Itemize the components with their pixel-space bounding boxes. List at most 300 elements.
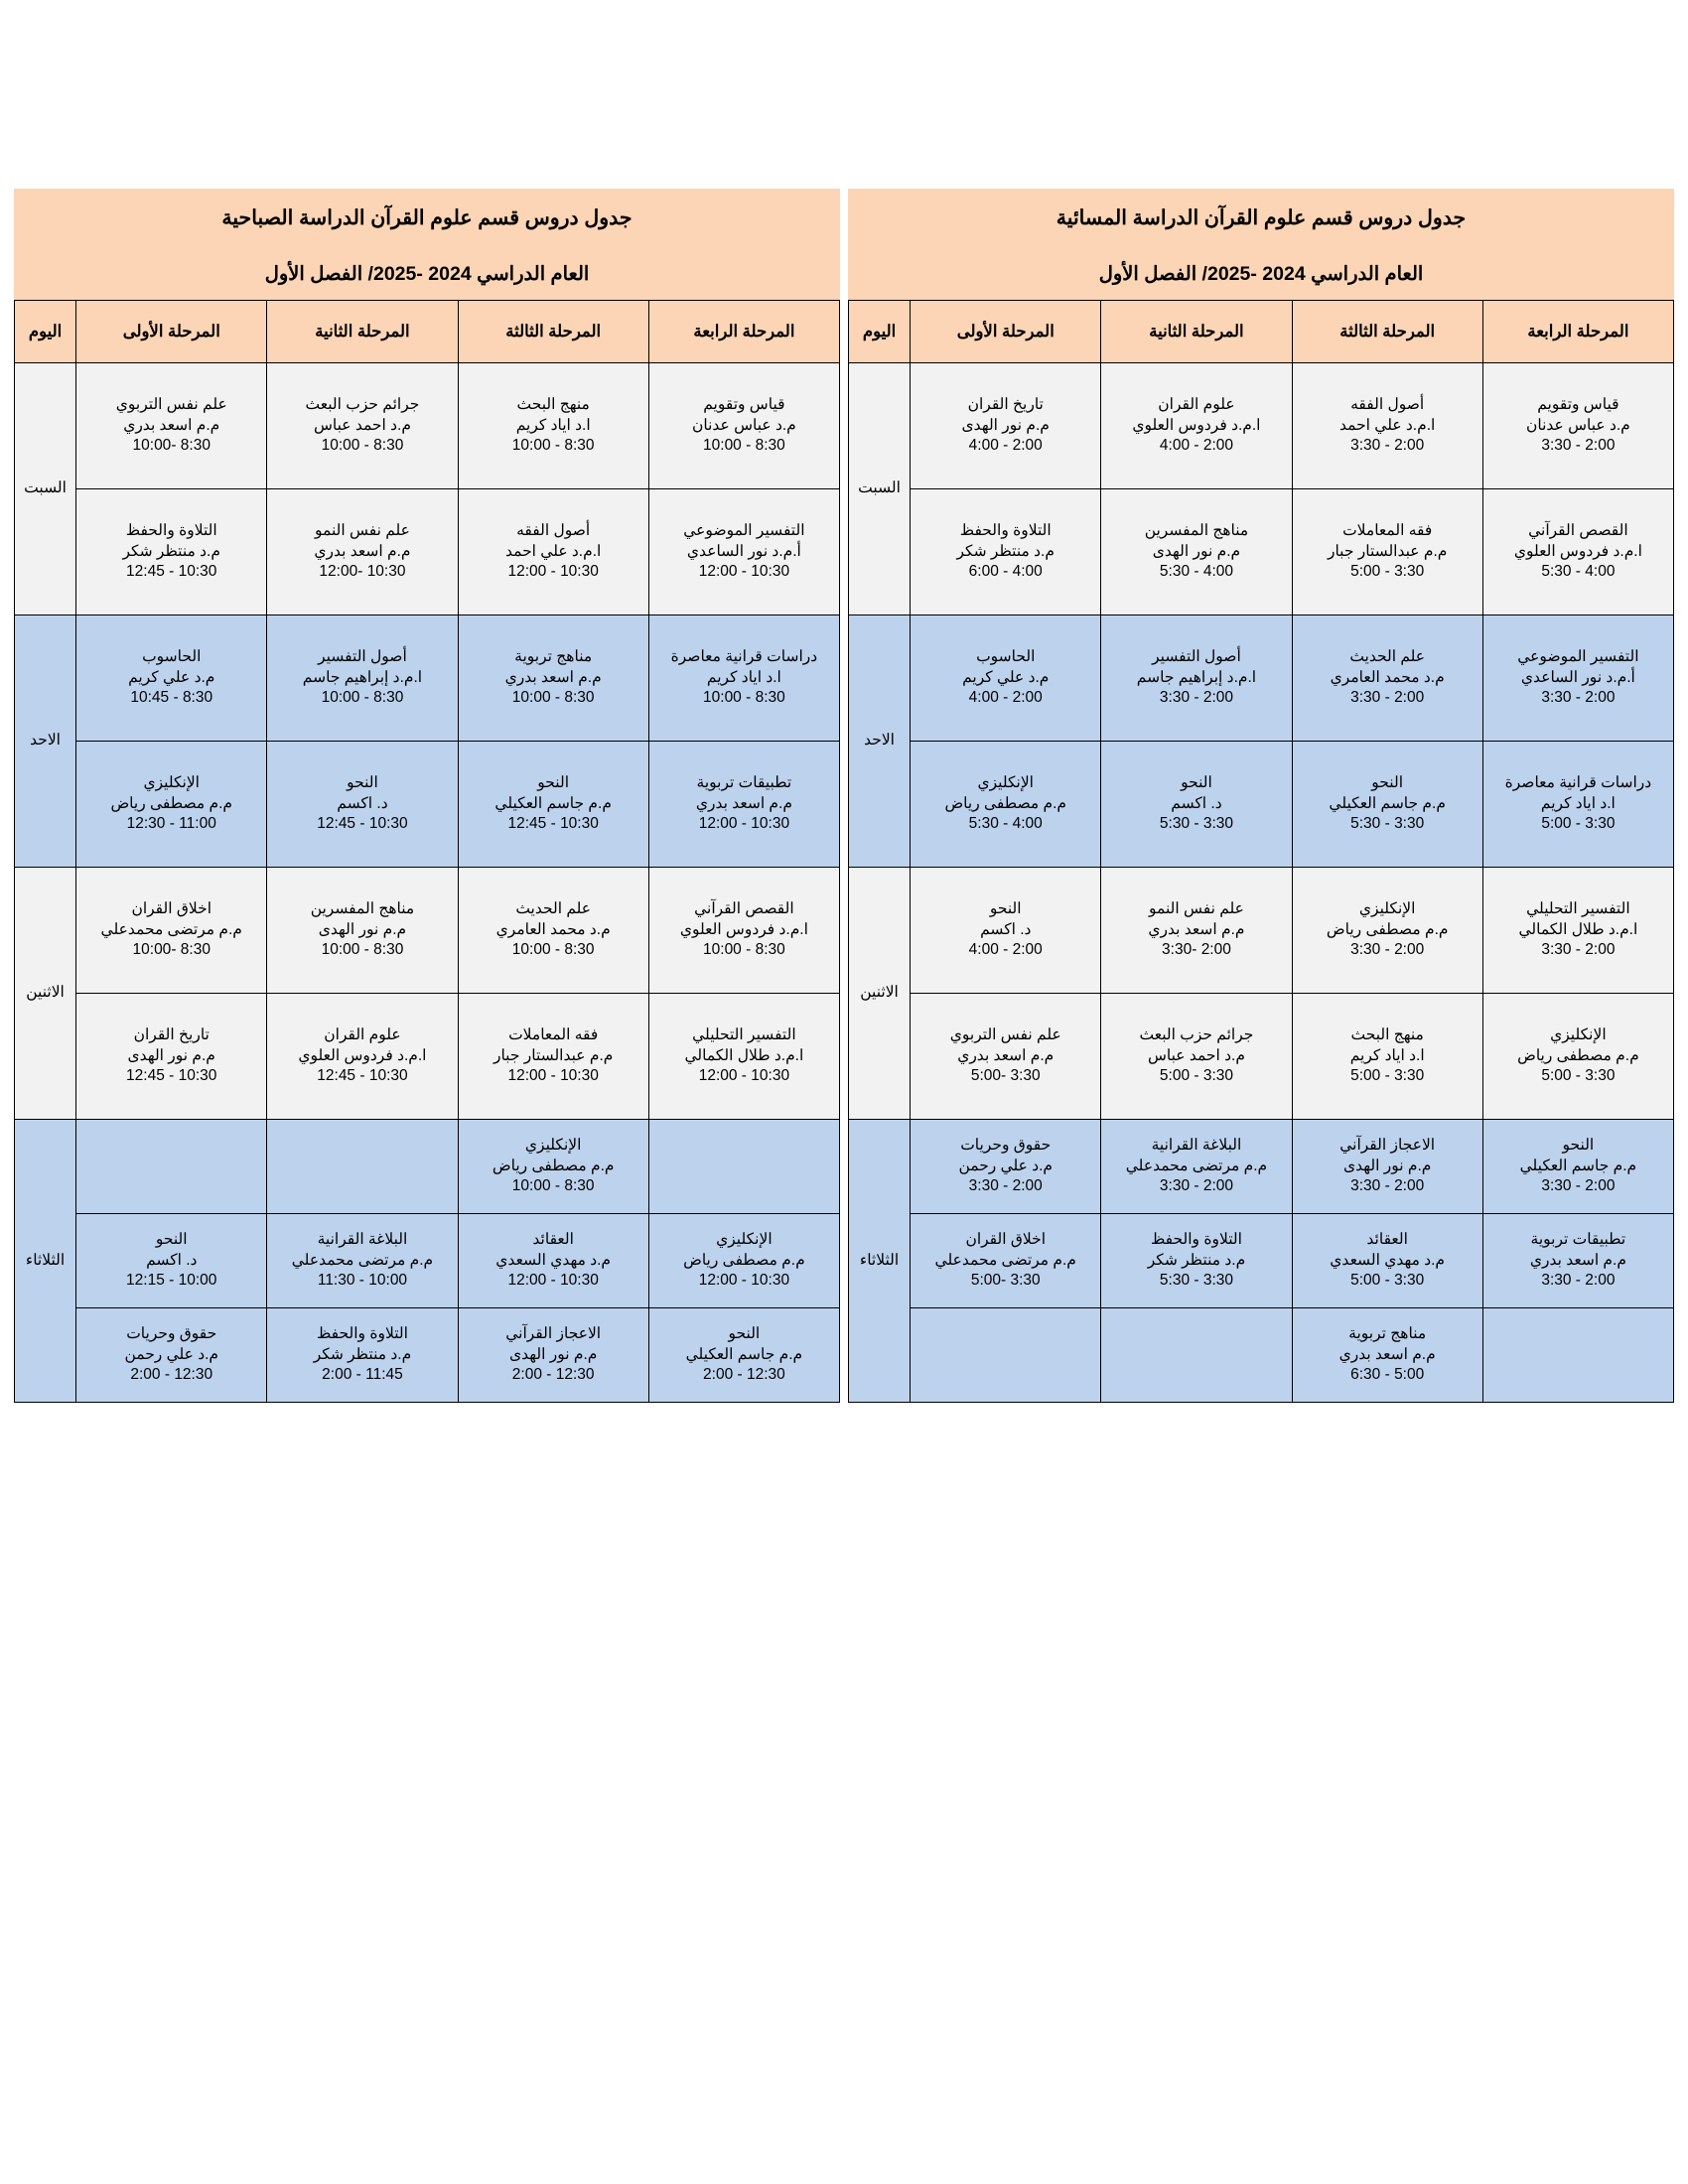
class-teacher: د. اكسم xyxy=(146,1251,198,1269)
morning-class-cell xyxy=(458,1307,648,1402)
class-teacher: م.م اسعد بدري xyxy=(314,542,411,560)
evening-row xyxy=(849,1119,1674,1213)
class-subject: دراسات قرانية معاصرة xyxy=(670,647,818,665)
class-subject: التلاوة والحفظ xyxy=(1150,1230,1242,1248)
class-time: 2:00 - 3:30 xyxy=(1541,1272,1616,1290)
evening-class-cell xyxy=(1101,488,1292,614)
class-teacher: م.م نور الهدى xyxy=(1342,1157,1432,1174)
class-time: 8:30 -10:00 xyxy=(132,437,211,455)
evening-table-body xyxy=(849,362,1674,1402)
class-time: 5:00 - 6:30 xyxy=(1350,1366,1425,1384)
class-time: 2:00 - 4:00 xyxy=(968,437,1043,455)
class-subject: علم نفس النمو xyxy=(1149,899,1244,917)
class-subject: النحو xyxy=(989,899,1022,917)
morning-row xyxy=(15,1307,840,1402)
evening-row xyxy=(849,1213,1674,1307)
class-time: 10:30 - 12:45 xyxy=(507,815,599,833)
class-time: 11:45 - 2:00 xyxy=(322,1366,403,1384)
evening-class-cell xyxy=(1101,362,1292,488)
class-subject: جرائم حزب البعث xyxy=(305,395,420,413)
evening-class-cell xyxy=(1482,488,1673,614)
class-time: 12:30 - 2:00 xyxy=(511,1366,595,1384)
evening-class-cell xyxy=(911,1119,1101,1213)
class-teacher: م.م مصطفى رياض xyxy=(110,794,233,812)
class-subject: تطبيقات تربوية xyxy=(1530,1230,1626,1248)
class-subject: علم نفس التربوي xyxy=(949,1025,1061,1043)
class-teacher: م.م اسعد بدري xyxy=(695,794,792,812)
evening-day-label: الاحد xyxy=(849,614,911,867)
class-teacher: م.د منتظر شكر xyxy=(313,1345,412,1363)
class-subject: منهج البحث xyxy=(516,395,590,413)
class-subject: التفسير التحليلي xyxy=(692,1025,796,1043)
class-time: 8:30 - 10:00 xyxy=(511,941,595,959)
class-time: 2:00 - 3:30 xyxy=(1350,1177,1425,1195)
evening-header-stage-3: المرحلة الثالثة xyxy=(1292,300,1482,362)
class-time: 2:00 - 3:30 xyxy=(1350,437,1425,455)
morning-class-cell xyxy=(267,1213,458,1307)
class-time: 2:00 - 3:30 xyxy=(1541,941,1616,959)
class-time: 8:30 - 10:00 xyxy=(703,689,785,707)
class-subject: الاعجاز القرآني xyxy=(505,1324,602,1342)
class-subject: علم الحديث xyxy=(515,899,592,917)
evening-class-cell xyxy=(1292,1213,1482,1307)
class-subject: الإنكليزي xyxy=(524,1136,582,1154)
class-time: 10:30 - 12:00 xyxy=(698,1067,790,1085)
class-subject: دراسات قرانية معاصرة xyxy=(1504,773,1652,791)
class-teacher: ا.م.د فردوس العلوي xyxy=(298,1046,427,1064)
class-teacher: ا.د اياد كريم xyxy=(706,668,781,686)
class-teacher: م.د احمد عباس xyxy=(313,416,411,434)
evening-cell-empty xyxy=(911,1307,1101,1402)
class-time: 8:30 - 10:00 xyxy=(321,437,404,455)
morning-row xyxy=(15,614,840,741)
class-time: 2:00 - 4:00 xyxy=(1159,437,1234,455)
class-time: 2:00 - 3:30 xyxy=(1541,689,1616,707)
morning-class-cell xyxy=(76,362,267,488)
evening-class-cell xyxy=(1292,1119,1482,1213)
class-teacher: م.م نور الهدى xyxy=(318,920,407,938)
evening-header-day: اليوم xyxy=(849,300,911,362)
class-time: 10:30 - 12:00 xyxy=(507,563,599,581)
class-teacher: م.م اسعد بدري xyxy=(1148,920,1245,938)
morning-class-cell xyxy=(76,1213,267,1307)
class-teacher: م.م مرتضى محمدعلي xyxy=(934,1251,1076,1269)
class-time: 3:30 - 5:30 xyxy=(1350,815,1425,833)
morning-day-label: الثلاثاء xyxy=(15,1119,76,1402)
class-subject: علم نفس التربوي xyxy=(115,395,227,413)
morning-class-cell xyxy=(76,488,267,614)
class-time: 3:30 - 5:00 xyxy=(1541,815,1616,833)
class-subject: اخلاق القران xyxy=(965,1230,1047,1248)
morning-class-cell xyxy=(458,1213,648,1307)
class-subject: مناهج تربوية xyxy=(1348,1324,1427,1342)
class-subject: أصول الفقه xyxy=(516,521,591,539)
class-time: 8:30 - 10:45 xyxy=(130,689,213,707)
class-time: 10:30 - 12:00 xyxy=(698,815,790,833)
class-time: 10:30 - 12:45 xyxy=(126,563,217,581)
class-time: 2:00 - 3:30 xyxy=(1159,689,1234,707)
class-teacher: م.م مرتضى محمدعلي xyxy=(100,920,242,938)
morning-class-cell xyxy=(458,362,648,488)
evening-schedule xyxy=(848,189,1674,1403)
evening-day-label: السبت xyxy=(849,362,911,614)
class-teacher: م.د علي رحمن xyxy=(958,1157,1053,1174)
class-teacher: م.د احمد عباس xyxy=(1147,1046,1245,1064)
class-time: 10:30 - 12:00 xyxy=(507,1067,599,1085)
class-subject: تاريخ القران xyxy=(133,1025,210,1043)
class-subject: مناهج المفسرين xyxy=(310,899,415,917)
class-teacher: د. اكسم xyxy=(1171,794,1222,812)
class-teacher: م.م نور الهدى xyxy=(961,416,1050,434)
class-subject: أصول التفسير xyxy=(1152,647,1241,665)
class-time: 8:30 - 10:00 xyxy=(511,437,595,455)
evening-class-cell xyxy=(1482,993,1673,1119)
evening-class-cell xyxy=(1292,1307,1482,1402)
class-time: 3:30 - 5:00 xyxy=(1350,1067,1425,1085)
class-time: 8:30 - 10:00 xyxy=(511,689,595,707)
morning-cell-empty xyxy=(267,1119,458,1213)
morning-schedule xyxy=(14,189,840,1403)
class-teacher: د. اكسم xyxy=(337,794,388,812)
class-time: 8:30 - 10:00 xyxy=(703,437,785,455)
class-teacher: م.م جاسم العكيلي xyxy=(1519,1157,1637,1174)
morning-class-cell xyxy=(267,867,458,993)
evening-row xyxy=(849,1307,1674,1402)
class-time: 10:00 - 12:15 xyxy=(126,1272,217,1290)
evening-class-cell xyxy=(1292,741,1482,867)
evening-class-cell xyxy=(1292,362,1482,488)
class-subject: التلاوة والحفظ xyxy=(316,1324,408,1342)
class-time: 2:00 - 4:00 xyxy=(968,941,1043,959)
class-subject: الإنكليزي xyxy=(716,1230,773,1248)
morning-class-cell xyxy=(458,488,648,614)
evening-class-cell xyxy=(1292,867,1482,993)
class-subject: تاريخ القران xyxy=(967,395,1044,413)
class-time: 8:30 - 10:00 xyxy=(321,941,404,959)
class-time: 10:30 - 12:45 xyxy=(126,1067,217,1085)
class-time: 3:30 - 5:00 xyxy=(1541,1067,1616,1085)
class-teacher: م.م نور الهدى xyxy=(508,1345,598,1363)
morning-title: جدول دروس قسم علوم القرآن الدراسة الصباحية xyxy=(221,206,633,229)
class-teacher: م.د مهدي السعدي xyxy=(1330,1251,1446,1269)
class-teacher: م.م مرتضى محمدعلي xyxy=(1125,1157,1268,1174)
morning-subtitle: العام الدراسي 2024 -2025/ الفصل الأول xyxy=(264,262,590,285)
class-teacher: م.د عباس عدنان xyxy=(1525,416,1630,434)
class-time: 2:00 -3:30 xyxy=(1162,941,1231,959)
morning-header-row xyxy=(15,300,840,362)
class-time: 8:30 - 10:00 xyxy=(703,941,785,959)
class-teacher: م.د محمد العامري xyxy=(1330,668,1445,686)
class-teacher: م.م اسعد بدري xyxy=(504,668,602,686)
evening-row xyxy=(849,488,1674,614)
class-subject: علم الحديث xyxy=(1349,647,1426,665)
morning-day-label: السبت xyxy=(15,362,76,614)
class-subject: النحو xyxy=(347,773,378,791)
class-subject: النحو xyxy=(1181,773,1212,791)
class-teacher: م.د منتظر شكر xyxy=(122,542,220,560)
class-subject: النحو xyxy=(1371,773,1404,791)
class-subject: تطبيقات تربوية xyxy=(696,773,792,791)
class-time: 2:00 - 3:30 xyxy=(1159,1177,1234,1195)
class-time: 2:00 - 3:30 xyxy=(1541,1177,1616,1195)
class-subject: الإنكليزي xyxy=(977,773,1034,791)
evening-class-cell xyxy=(1101,867,1292,993)
class-time: 3:30 -5:00 xyxy=(970,1272,1041,1290)
class-subject: قياس وتقويم xyxy=(1537,395,1619,413)
morning-class-cell xyxy=(267,362,458,488)
class-teacher: م.د منتظر شكر xyxy=(956,542,1055,560)
evening-class-cell xyxy=(1482,362,1673,488)
evening-class-cell xyxy=(1292,993,1482,1119)
class-teacher: ا.م.د فردوس العلوي xyxy=(1132,416,1261,434)
class-subject: التفسير التحليلي xyxy=(1526,899,1630,917)
morning-class-cell xyxy=(648,993,839,1119)
morning-row xyxy=(15,362,840,488)
class-subject: العقائد xyxy=(1366,1230,1408,1248)
class-teacher: م.م نور الهدى xyxy=(1152,542,1241,560)
class-subject: اخلاق القران xyxy=(131,899,212,917)
morning-header-stage-4: المرحلة الرابعة xyxy=(648,300,839,362)
class-teacher: م.م اسعد بدري xyxy=(123,416,220,434)
evening-day-label: الثلاثاء xyxy=(849,1119,911,1402)
morning-day-label: الاثنين xyxy=(15,867,76,1119)
class-time: 2:00 - 3:30 xyxy=(968,1177,1043,1195)
class-teacher: ا.م.د طلال الكمالي xyxy=(684,1046,804,1064)
morning-class-cell xyxy=(76,993,267,1119)
morning-row xyxy=(15,993,840,1119)
class-time: 2:00 - 4:00 xyxy=(968,689,1043,707)
class-time: 3:30 - 5:00 xyxy=(1350,563,1425,581)
class-subject: فقه المعاملات xyxy=(508,1025,599,1043)
morning-class-cell xyxy=(76,614,267,741)
class-subject: التلاوة والحفظ xyxy=(959,521,1052,539)
evening-class-cell xyxy=(1482,867,1673,993)
class-time: 8:30 -10:00 xyxy=(132,941,211,959)
class-time: 3:30 - 5:30 xyxy=(1159,815,1234,833)
morning-day-label: الاحد xyxy=(15,614,76,867)
class-subject: الإنكليزي xyxy=(1550,1025,1607,1043)
class-time: 10:00 - 11:30 xyxy=(317,1272,408,1290)
morning-header-stage-1: المرحلة الأولى xyxy=(76,300,267,362)
morning-class-cell xyxy=(267,741,458,867)
class-teacher: م.م نور الهدى xyxy=(127,1046,215,1064)
evening-class-cell xyxy=(911,362,1101,488)
evening-class-cell xyxy=(1101,741,1292,867)
evening-class-cell xyxy=(1101,1119,1292,1213)
class-time: 2:00 - 3:30 xyxy=(1350,941,1425,959)
evening-class-cell xyxy=(911,488,1101,614)
class-teacher: م.د محمد العامري xyxy=(495,920,611,938)
class-teacher: م.د علي رحمن xyxy=(124,1345,218,1363)
class-teacher: م.م مصطفى رياض xyxy=(683,1251,805,1269)
morning-table-body xyxy=(15,362,840,1402)
class-teacher: م.د علي كريم xyxy=(962,668,1050,686)
evening-header-stage-2: المرحلة الثانية xyxy=(1101,300,1292,362)
class-teacher: د. اكسم xyxy=(980,920,1032,938)
class-subject: العقائد xyxy=(532,1230,574,1248)
class-time: 10:30 - 12:00 xyxy=(698,563,790,581)
class-teacher: ا.د اياد كريم xyxy=(1540,794,1616,812)
morning-class-cell xyxy=(76,741,267,867)
class-teacher: م.م عبدالستار جبار xyxy=(492,1046,614,1064)
class-time: 10:30 - 12:45 xyxy=(317,815,408,833)
evening-header-row xyxy=(849,300,1674,362)
morning-class-cell xyxy=(267,1307,458,1402)
evening-cell-empty xyxy=(1101,1307,1292,1402)
morning-class-cell xyxy=(648,867,839,993)
class-subject: قياس وتقويم xyxy=(703,395,785,413)
evening-class-cell xyxy=(911,867,1101,993)
class-time: 2:00 - 3:30 xyxy=(1541,437,1616,455)
class-time: 11:00 - 12:30 xyxy=(126,815,216,833)
evening-class-cell xyxy=(1101,1213,1292,1307)
class-subject: الحاسوب xyxy=(976,647,1036,665)
class-time: 2:00 - 3:30 xyxy=(1350,689,1425,707)
class-subject: الحاسوب xyxy=(142,647,202,665)
evening-row xyxy=(849,867,1674,993)
evening-class-cell xyxy=(1292,614,1482,741)
evening-class-cell xyxy=(911,741,1101,867)
morning-cell-empty xyxy=(648,1119,839,1213)
class-subject: مناهج تربوية xyxy=(514,647,593,665)
morning-cell-empty xyxy=(76,1119,267,1213)
class-subject: القصص القرآني xyxy=(1528,521,1628,539)
class-teacher: م.م جاسم العكيلي xyxy=(494,794,612,812)
evening-table xyxy=(848,300,1674,1403)
class-teacher: ا.م.د فردوس العلوي xyxy=(1513,542,1642,560)
class-teacher: م.د علي كريم xyxy=(128,668,215,686)
class-time: 10:30 - 12:00 xyxy=(507,1272,599,1290)
class-time: 3:30 -5:00 xyxy=(970,1067,1041,1085)
evening-class-cell xyxy=(1482,1213,1673,1307)
morning-class-cell xyxy=(458,1119,648,1213)
morning-header-stage-3: المرحلة الثالثة xyxy=(458,300,648,362)
class-teacher: ا.م.د علي احمد xyxy=(505,542,602,560)
class-subject: أصول التفسير xyxy=(318,647,407,665)
class-subject: منهج البحث xyxy=(1350,1025,1424,1043)
class-time: 4:00 - 5:30 xyxy=(1159,563,1234,581)
class-teacher: ا.م.د إبراهيم جاسم xyxy=(302,668,423,686)
class-subject: التلاوة والحفظ xyxy=(125,521,217,539)
evening-class-cell xyxy=(911,614,1101,741)
class-time: 10:30 - 12:45 xyxy=(317,1067,408,1085)
morning-class-cell xyxy=(267,993,458,1119)
class-time: 3:30 - 5:30 xyxy=(1159,1272,1234,1290)
class-teacher: م.د عباس عدنان xyxy=(691,416,796,434)
morning-header-stage-2: المرحلة الثانية xyxy=(267,300,458,362)
class-teacher: م.م عبدالستار جبار xyxy=(1327,542,1448,560)
evening-row xyxy=(849,741,1674,867)
class-subject: الاعجاز القرآني xyxy=(1339,1136,1436,1154)
class-teacher: ا.د اياد كريم xyxy=(515,416,591,434)
morning-row xyxy=(15,741,840,867)
class-subject: علوم القران xyxy=(324,1025,401,1043)
evening-cell-empty xyxy=(1482,1307,1673,1402)
evening-class-cell xyxy=(1292,488,1482,614)
class-subject: النحو xyxy=(728,1324,761,1342)
evening-class-cell xyxy=(1101,993,1292,1119)
class-subject: حقوق وحريات xyxy=(960,1136,1052,1154)
class-subject: الإنكليزي xyxy=(143,773,200,791)
class-time: 12:30 - 2:00 xyxy=(130,1366,213,1384)
class-subject: النحو xyxy=(537,773,570,791)
morning-header-day: اليوم xyxy=(15,300,76,362)
class-time: 8:30 - 10:00 xyxy=(321,689,404,707)
class-teacher: م.م اسعد بدري xyxy=(957,1046,1055,1064)
class-time: 3:30 - 5:00 xyxy=(1159,1067,1234,1085)
class-subject: النحو xyxy=(155,1230,188,1248)
morning-class-cell xyxy=(648,1307,839,1402)
evening-row xyxy=(849,993,1674,1119)
class-subject: التفسير الموضوعي xyxy=(683,521,805,539)
class-teacher: م.م مصطفى رياض xyxy=(944,794,1067,812)
class-time: 4:00 - 5:30 xyxy=(1541,563,1616,581)
class-subject: حقوق وحريات xyxy=(126,1324,217,1342)
class-teacher: م.م اسعد بدري xyxy=(1529,1251,1626,1269)
class-teacher: ا.م.د طلال الكمالي xyxy=(1518,920,1638,938)
class-subject: البلاغة القرانية xyxy=(317,1230,408,1248)
morning-class-cell xyxy=(458,614,648,741)
class-teacher: أ.م.د نور الساعدي xyxy=(1520,668,1635,686)
evening-class-cell xyxy=(1482,614,1673,741)
morning-row xyxy=(15,1119,840,1213)
class-subject: البلاغة القرانية xyxy=(1151,1136,1242,1154)
evening-class-cell xyxy=(1482,741,1673,867)
class-time: 10:30 -12:00 xyxy=(319,563,406,581)
morning-title-block xyxy=(14,189,840,300)
morning-class-cell xyxy=(648,614,839,741)
class-subject: علوم القران xyxy=(1158,395,1235,413)
schedule-sheet xyxy=(14,189,1674,1403)
class-time: 8:30 - 10:00 xyxy=(511,1177,595,1195)
morning-row xyxy=(15,488,840,614)
class-teacher: ا.د اياد كريم xyxy=(1349,1046,1425,1064)
class-time: 12:30 - 2:00 xyxy=(703,1366,785,1384)
class-teacher: ا.م.د فردوس العلوي xyxy=(679,920,808,938)
class-teacher: م.م جاسم العكيلي xyxy=(1329,794,1446,812)
evening-class-cell xyxy=(911,993,1101,1119)
morning-row xyxy=(15,1213,840,1307)
class-teacher: ا.م.د إبراهيم جاسم xyxy=(1136,668,1257,686)
morning-class-cell xyxy=(76,1307,267,1402)
morning-class-cell xyxy=(648,362,839,488)
class-teacher: م.م مصطفى رياض xyxy=(1517,1046,1639,1064)
evening-class-cell xyxy=(911,1213,1101,1307)
evening-class-cell xyxy=(1101,614,1292,741)
class-teacher: م.د منتظر شكر xyxy=(1147,1251,1246,1269)
morning-row xyxy=(15,867,840,993)
class-teacher: م.م مرتضى محمدعلي xyxy=(291,1251,434,1269)
class-time: 4:00 - 5:30 xyxy=(968,815,1043,833)
evening-class-cell xyxy=(1482,1119,1673,1213)
class-teacher: م.م مصطفى رياض xyxy=(1326,920,1449,938)
class-subject: علم نفس النمو xyxy=(315,521,410,539)
class-time: 3:30 - 5:00 xyxy=(1350,1272,1425,1290)
morning-class-cell xyxy=(267,614,458,741)
morning-class-cell xyxy=(76,867,267,993)
class-subject: النحو xyxy=(1562,1136,1595,1154)
morning-class-cell xyxy=(648,488,839,614)
class-subject: مناهج المفسرين xyxy=(1144,521,1249,539)
class-teacher: ا.م.د علي احمد xyxy=(1339,416,1436,434)
class-subject: القصص القرآني xyxy=(694,899,794,917)
morning-class-cell xyxy=(648,741,839,867)
evening-day-label: الاثنين xyxy=(849,867,911,1119)
evening-row xyxy=(849,614,1674,741)
class-teacher: م.م جاسم العكيلي xyxy=(685,1345,803,1363)
morning-class-cell xyxy=(458,741,648,867)
morning-class-cell xyxy=(648,1213,839,1307)
